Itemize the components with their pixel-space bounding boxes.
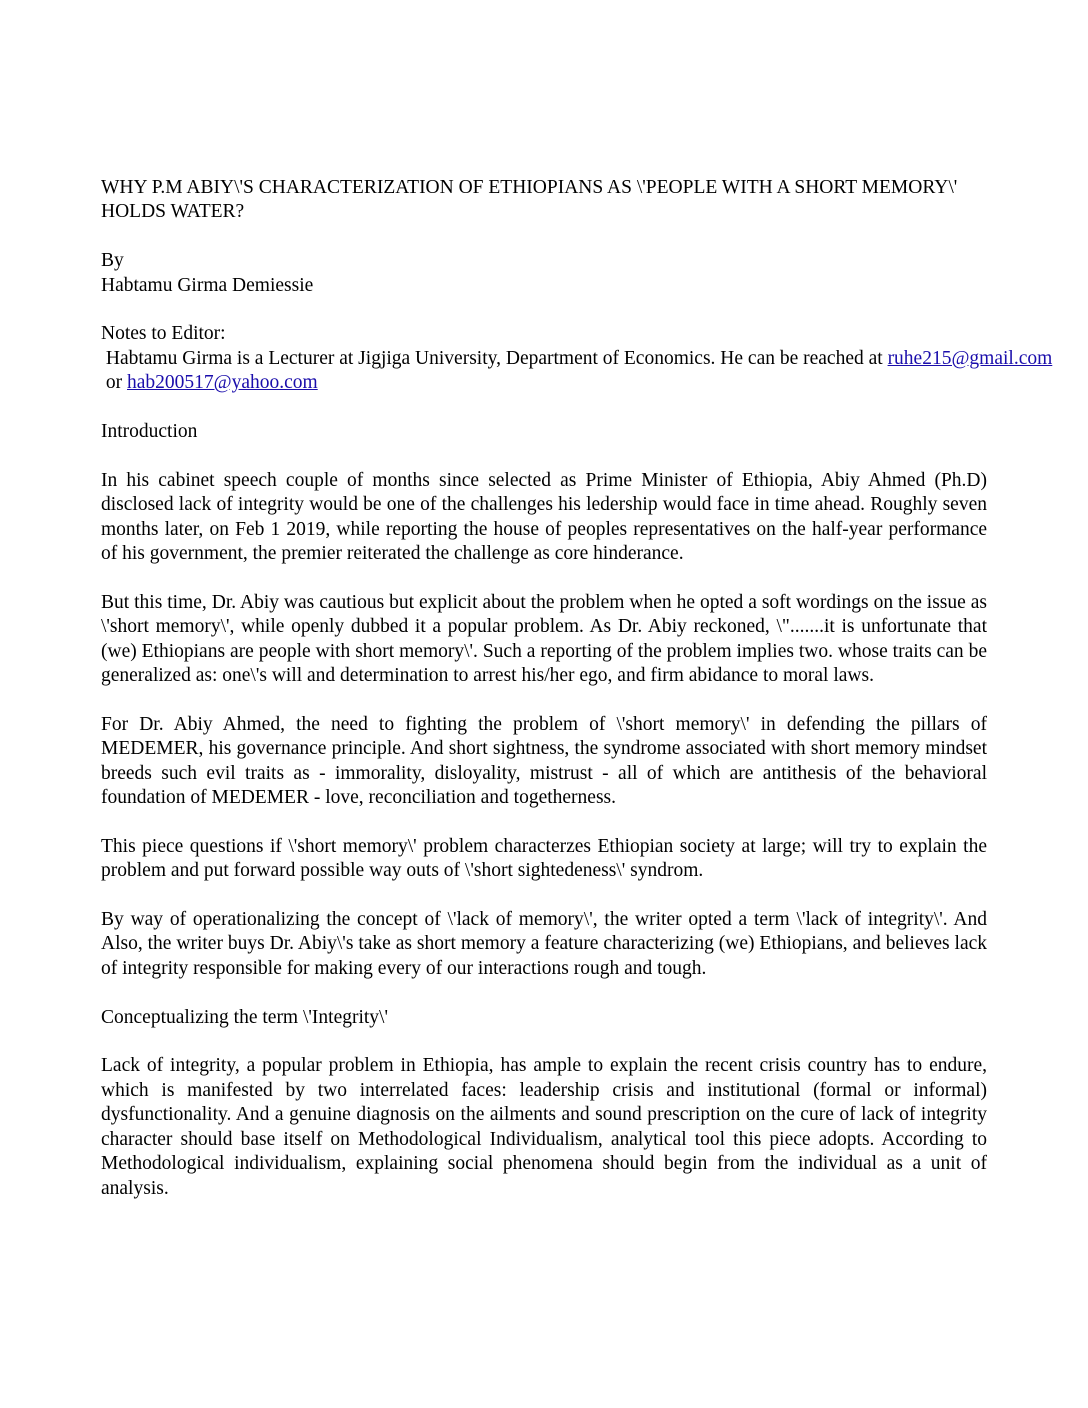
paragraph-5: By way of operationalizing the concept of \'lack of memory\', the writer opted a term \'lack of integrity\'. And Also, the writer buys Dr. Abiy\'s take as short memory a feature characterizing (we) Ethiopians, and believes lack of integrity responsible for making every of our interactions rough and tough. bbox=[101, 909, 987, 979]
byline-by: By bbox=[101, 250, 124, 272]
paragraph-1: In his cabinet speech couple of months since selected as Prime Minister of Ethiopia, Abiy Ahmed (Ph.D) disclosed lack of integrity would be one of the challenges his ledership would face in time ahead. Roughly seven months later, on Feb 1 2019, while reporting the house of peoples representatives on the half-year performance of his government, the premier reiterated the challenge as core hinderance. bbox=[101, 469, 987, 565]
notes-connector: or bbox=[101, 372, 127, 394]
email-link-yahoo[interactable]: hab200517@yahoo.com bbox=[127, 372, 318, 394]
paragraph-2: But this time, Dr. Abiy was cautious but explicit about the problem when he opted a soft wordings on the issue as \'short memory\', while openly dubbed it a popular problem. As Dr. Abiy reckoned, \".......it is unfortunate that (we) Ethiopians are people with short memory\'. Such a reporting of the problem implies two. whose traits can be generalized as: one\'s will and determination to arrest his/her ego, and firm abidance to moral laws. bbox=[101, 591, 987, 687]
author-name: Habtamu Girma Demiessie bbox=[101, 274, 314, 296]
document-page bbox=[101, 176, 1053, 1201]
notes-body: Habtamu Girma is a Lecturer at Jigjiga University, Department of Economics. He can be reached at bbox=[101, 347, 888, 369]
notes-heading: Notes to Editor: bbox=[101, 323, 226, 345]
byline bbox=[101, 249, 987, 298]
notes-text bbox=[101, 347, 1053, 396]
document-title: WHY P.M ABIY\'S CHARACTERIZATION OF ETHIOPIANS AS \'PEOPLE WITH A SHORT MEMORY\' HOLDS WATER? bbox=[101, 177, 958, 223]
editor-notes bbox=[101, 322, 1053, 395]
paragraph-3: For Dr. Abiy Ahmed, the need to fighting the problem of \'short memory\' in defending the pillars of MEDEMER, his governance principle. And short sightness, the syndrome associated with short memory mindset breeds such evil traits as - immorality, disloyality, mistrust - all of which are antithesis of the behavioral foundation of MEDEMER - love, reconciliation and togetherness. bbox=[101, 713, 987, 809]
email-link-gmail[interactable]: ruhe215@gmail.com bbox=[887, 347, 1053, 369]
paragraph-4: This piece questions if \'short memory\' problem characterzes Ethiopian society at large; will try to explain the problem and put forward possible way outs of \'short sightedeness\' syndrom. bbox=[101, 835, 987, 882]
introduction-heading: Introduction bbox=[101, 421, 198, 443]
paragraph-6: Lack of integrity, a popular problem in Ethiopia, has ample to explain the recent crisis country has to endure, which is manifested by two interrelated faces: leadership crisis and institutional (formal or informal) dysfunctionality. And a genuine diagnosis on the ailments and sound prescription on the cure of lack of integrity character should base itself on Methodological Individualism, analytical tool this piece adopts. According to Methodological individualism, explaining social phenomena should begin from the individual as a unit of analysis. bbox=[101, 1055, 987, 1199]
conceptualizing-heading: Conceptualizing the term \'Integrity\' bbox=[101, 1006, 388, 1028]
